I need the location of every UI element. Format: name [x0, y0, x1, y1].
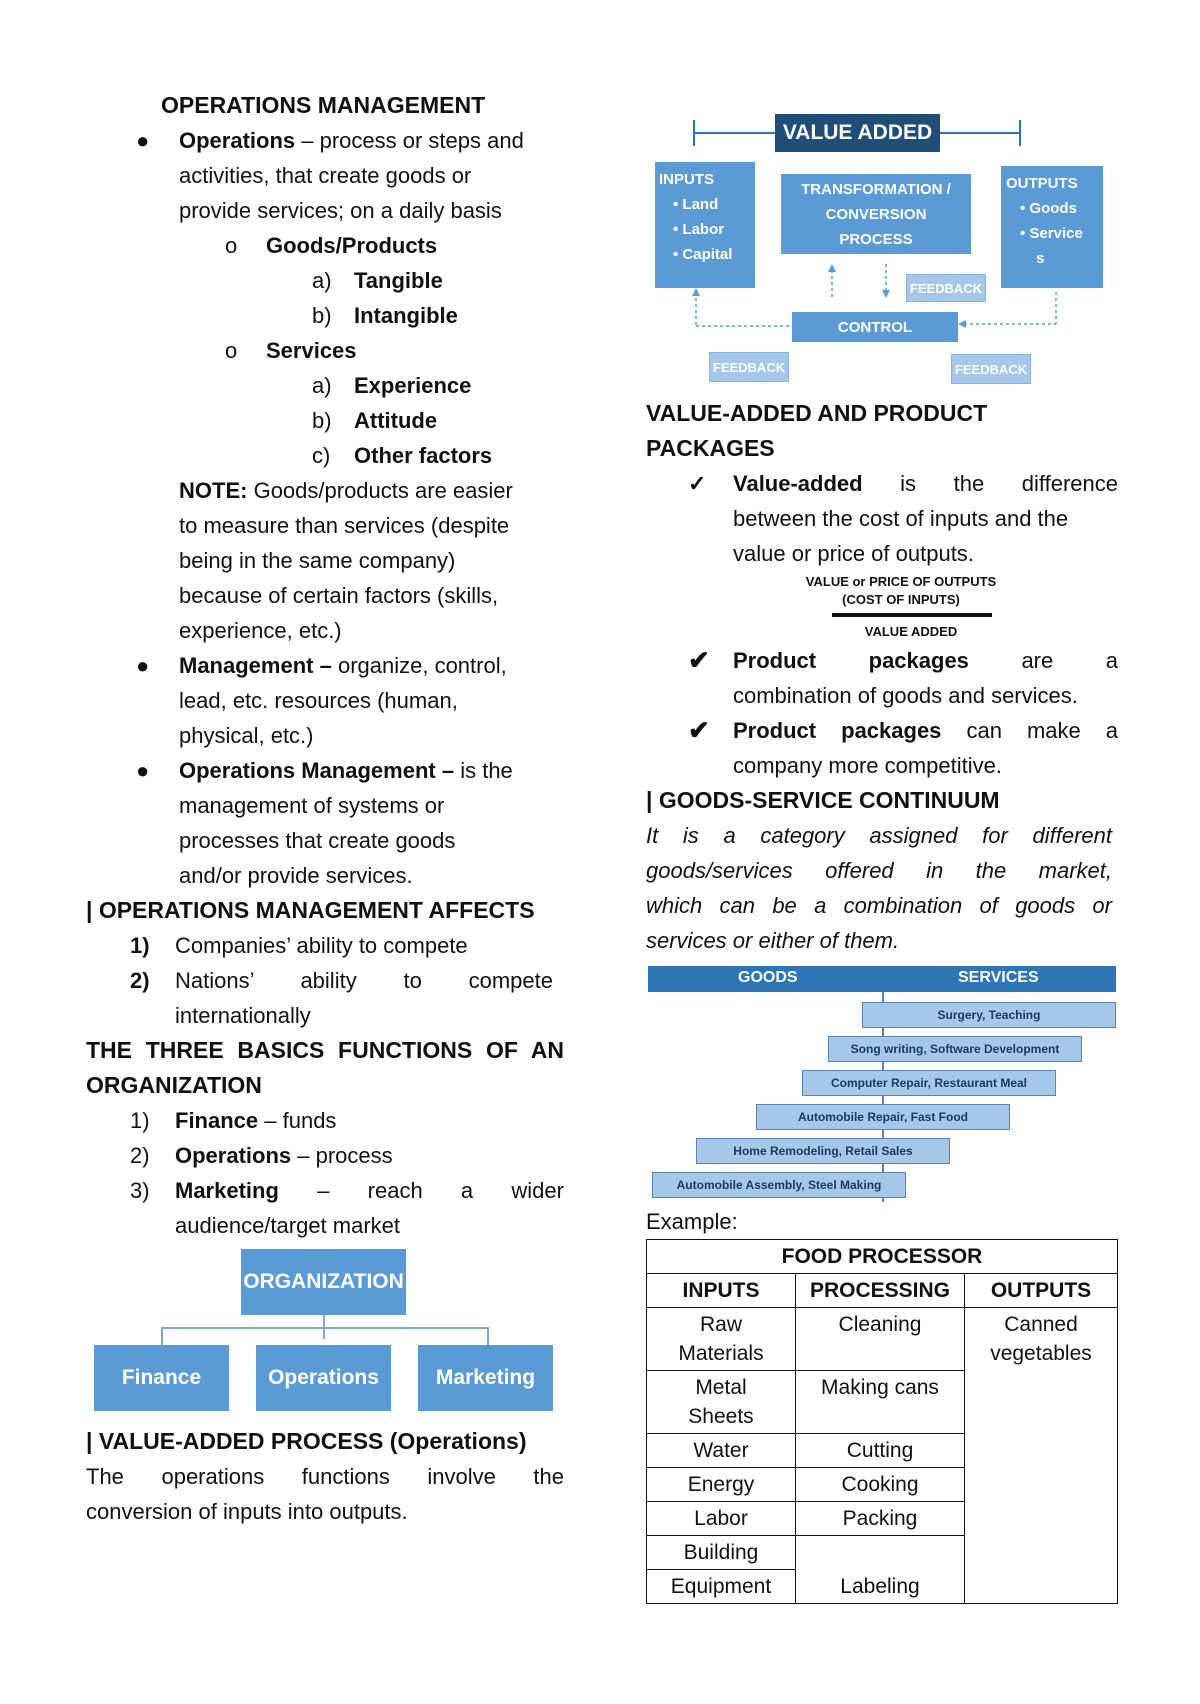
text-line: conversion of inputs into outputs. — [86, 1499, 408, 1524]
function-item-3 — [86, 1173, 564, 1243]
org-finance-box: Finance — [94, 1345, 229, 1411]
cell-line: Raw — [699, 1313, 742, 1336]
formula-numerator: VALUE or PRICE OF OUTPUTS — [805, 574, 997, 589]
checkmark-icon: ✓ — [688, 471, 707, 496]
cell-line: vegetables — [990, 1342, 1092, 1365]
table-cell: Water — [647, 1434, 796, 1468]
continuum-text — [646, 818, 1118, 958]
continuum-bar: Automobile Repair, Fast Food — [756, 1104, 1010, 1130]
cell-line: Sheets — [688, 1405, 754, 1428]
table-cell: Packing — [796, 1502, 965, 1536]
product-packages-term: Product packages — [733, 648, 969, 673]
formula-result: VALUE ADDED — [864, 624, 958, 639]
services-label: SERVICES — [958, 969, 1039, 986]
management-bullet — [86, 648, 564, 753]
org-connector — [487, 1327, 489, 1345]
item-text: Intangible — [354, 303, 458, 328]
item-text: Attitude — [354, 408, 438, 433]
input-item: • Land — [673, 196, 719, 213]
item-number: 3) — [130, 1178, 150, 1203]
text-line: Nations’ ability to compete — [175, 968, 553, 993]
value-added-formula — [646, 571, 1118, 643]
function-term: Finance — [175, 1108, 259, 1133]
org-connector — [161, 1327, 487, 1329]
item-letter: b) — [312, 303, 332, 328]
product-packages-check-1 — [646, 643, 1118, 713]
item-text: Tangible — [354, 268, 443, 293]
item-letter: c) — [312, 443, 331, 468]
item-letter: a) — [312, 268, 332, 293]
packages-heading: VALUE-ADDED AND PRODUCT PACKAGES — [646, 400, 988, 461]
text-line: can make a — [966, 718, 1118, 743]
text-line: The operations functions involve the — [86, 1464, 564, 1489]
continuum-bar: Song writing, Software Development — [828, 1036, 1082, 1062]
transform-line: CONVERSION — [825, 206, 927, 223]
services-label: Services — [266, 338, 357, 363]
function-desc: – process — [297, 1143, 393, 1168]
heading-line: THE THREE BASICS FUNCTIONS OF AN — [86, 1037, 564, 1063]
goods-item-b — [86, 298, 564, 333]
text-line: management of systems or — [179, 793, 445, 818]
transform-line: PROCESS — [839, 231, 913, 248]
value-added-process-text — [86, 1459, 564, 1529]
product-packages-term: Product packages — [733, 718, 942, 743]
outputs-title: OUTPUTS — [1006, 175, 1078, 192]
operations-term: Operations — [179, 128, 296, 153]
organization-chart — [86, 1249, 564, 1424]
text-line: processes that create goods — [179, 828, 456, 853]
table-cell: Making cans — [796, 1371, 965, 1434]
text-line: activities, that create goods or — [179, 163, 472, 188]
services-item-c — [86, 438, 564, 473]
table-cell: Energy — [647, 1468, 796, 1502]
function-term: Marketing — [175, 1178, 279, 1203]
text-line: – process or steps and — [301, 128, 524, 153]
org-connector — [161, 1327, 163, 1345]
item-number: 1) — [130, 933, 150, 958]
item-number: 2) — [130, 968, 150, 993]
output-item: s — [1036, 250, 1045, 267]
function-item-1 — [86, 1103, 564, 1138]
table-cell: Labor — [647, 1502, 796, 1536]
text-line: is the difference — [900, 471, 1118, 496]
column-header: INPUTS — [647, 1274, 796, 1308]
text-line: provide services; on a daily basis — [179, 198, 502, 223]
affects-item-2 — [86, 963, 564, 1033]
bullet-o-icon: o — [225, 233, 238, 258]
formula-subtrahend: (COST OF INPUTS) — [842, 592, 960, 607]
goods-service-continuum-chart — [646, 964, 1118, 1202]
formula-divider — [832, 613, 992, 617]
input-item: • Labor — [673, 221, 725, 238]
management-term: Management – — [179, 653, 332, 678]
table-cell — [965, 1308, 1118, 1604]
inputs-title: INPUTS — [659, 171, 715, 188]
function-term: Operations — [175, 1143, 292, 1168]
goods-item-a — [86, 263, 564, 298]
table-cell — [647, 1371, 796, 1434]
continuum-bar: Surgery, Teaching — [862, 1002, 1116, 1028]
services-item-a — [86, 368, 564, 403]
food-processor-table — [646, 1239, 1118, 1604]
cell-line: Materials — [678, 1342, 764, 1365]
control-box: CONTROL — [792, 312, 958, 342]
checkmark-icon: ✔ — [688, 645, 710, 675]
table-row — [647, 1308, 1118, 1371]
services-subitem — [86, 333, 564, 368]
input-item: • Capital — [673, 246, 733, 263]
affects-heading: | OPERATIONS MANAGEMENT AFFECTS — [86, 897, 535, 923]
text-line: to measure than services (despite — [179, 513, 510, 538]
text-line: are a — [1021, 648, 1118, 673]
ops-management-term: Operations Management – — [179, 758, 455, 783]
text-line: between the cost of inputs and the — [733, 506, 1069, 531]
right-column — [646, 100, 1118, 1604]
transform-line: TRANSFORMATION / — [801, 181, 951, 198]
example-label: Example: — [646, 1209, 738, 1234]
table-cell: Cooking — [796, 1468, 965, 1502]
continuum-bar: Home Remodeling, Retail Sales — [696, 1138, 950, 1164]
text-line: Companies’ ability to compete — [175, 933, 468, 958]
item-text: Experience — [354, 373, 472, 398]
text-line: is the — [460, 758, 513, 783]
cell-line: Metal — [695, 1376, 747, 1399]
heading-line: ORGANIZATION — [86, 1072, 262, 1098]
feedback-label: FEEDBACK — [951, 354, 1031, 384]
table-title: FOOD PROCESSOR — [647, 1240, 1118, 1274]
table-cell: Cutting — [796, 1434, 965, 1468]
feedback-label: FEEDBACK — [709, 352, 789, 382]
output-item: • Service — [1020, 225, 1083, 242]
org-marketing-box: Marketing — [418, 1345, 553, 1411]
goods-label: GOODS — [738, 969, 798, 986]
bullet-icon: ● — [136, 653, 150, 678]
bullet-icon: ● — [136, 758, 150, 783]
product-packages-check-2 — [646, 713, 1118, 783]
note-label: NOTE: — [179, 478, 248, 503]
text-line: being in the same company) — [179, 548, 456, 573]
value-added-term: Value-added — [733, 471, 863, 496]
section-title: OPERATIONS MANAGEMENT — [161, 92, 486, 118]
table-cell: Equipment — [647, 1570, 796, 1604]
text-line: services or either of them. — [646, 928, 900, 953]
text-line: and/or provide services. — [179, 863, 413, 888]
continuum-header-bar — [648, 966, 1116, 992]
value-added-label: VALUE ADDED — [775, 114, 940, 152]
text-line: lead, etc. resources (human, — [179, 688, 458, 713]
text-line: goods/services offered in the market, — [646, 858, 1112, 883]
table-cell: Building — [647, 1536, 796, 1570]
output-item: • Goods — [1020, 200, 1077, 217]
function-desc: – reach a wider — [317, 1178, 564, 1203]
item-text: Other factors — [354, 443, 493, 468]
org-operations-box: Operations — [256, 1345, 391, 1411]
text-line: It is a category assigned for different — [646, 823, 1112, 848]
bullet-o-icon: o — [225, 338, 238, 363]
value-added-check — [646, 466, 1118, 571]
continuum-heading: | GOODS-SERVICE CONTINUUM — [646, 787, 1000, 813]
checkmark-icon: ✔ — [688, 715, 710, 745]
goods-label: Goods/Products — [266, 233, 438, 258]
text-line: company more competitive. — [733, 753, 1002, 778]
affects-item-1 — [86, 928, 564, 963]
text-line: value or price of outputs. — [733, 541, 974, 566]
table-header-row — [647, 1274, 1118, 1308]
note-paragraph — [86, 473, 564, 648]
item-number: 2) — [130, 1143, 150, 1168]
table-cell: Labeling — [796, 1536, 965, 1604]
text-line: organize, control, — [337, 653, 507, 678]
text-line: combination of goods and services. — [733, 683, 1078, 708]
text-line: physical, etc.) — [179, 723, 314, 748]
function-desc: – funds — [264, 1108, 337, 1133]
value-added-diagram — [646, 100, 1118, 400]
function-item-2 — [86, 1138, 564, 1173]
item-letter: b) — [312, 408, 332, 433]
ops-management-bullet — [86, 753, 564, 893]
text-line: internationally — [175, 1003, 311, 1028]
table-cell: Cleaning — [796, 1308, 965, 1371]
value-added-process-heading: | VALUE-ADDED PROCESS (Operations) — [86, 1428, 527, 1454]
cell-line: Canned — [1004, 1313, 1078, 1336]
column-header: OUTPUTS — [965, 1274, 1118, 1308]
item-letter: a) — [312, 373, 332, 398]
goods-subitem — [86, 228, 564, 263]
text-line: which can be a combination of goods or — [646, 893, 1112, 918]
org-top-box: ORGANIZATION — [241, 1249, 406, 1315]
bullet-icon: ● — [136, 128, 150, 153]
table-cell — [647, 1308, 796, 1371]
function-desc: audience/target market — [175, 1213, 401, 1238]
table-title-row — [647, 1240, 1118, 1274]
text-line: Goods/products are easier — [253, 478, 513, 503]
column-header: PROCESSING — [796, 1274, 965, 1308]
continuum-bar: Automobile Assembly, Steel Making — [652, 1172, 906, 1198]
three-functions-heading — [86, 1033, 564, 1103]
left-column — [86, 88, 564, 1529]
text-line: because of certain factors (skills, — [179, 583, 499, 608]
text-line: experience, etc.) — [179, 618, 342, 643]
continuum-bar: Computer Repair, Restaurant Meal — [802, 1070, 1056, 1096]
operations-bullet — [86, 123, 564, 228]
item-number: 1) — [130, 1108, 150, 1133]
feedback-label: FEEDBACK — [906, 274, 986, 302]
services-item-b — [86, 403, 564, 438]
